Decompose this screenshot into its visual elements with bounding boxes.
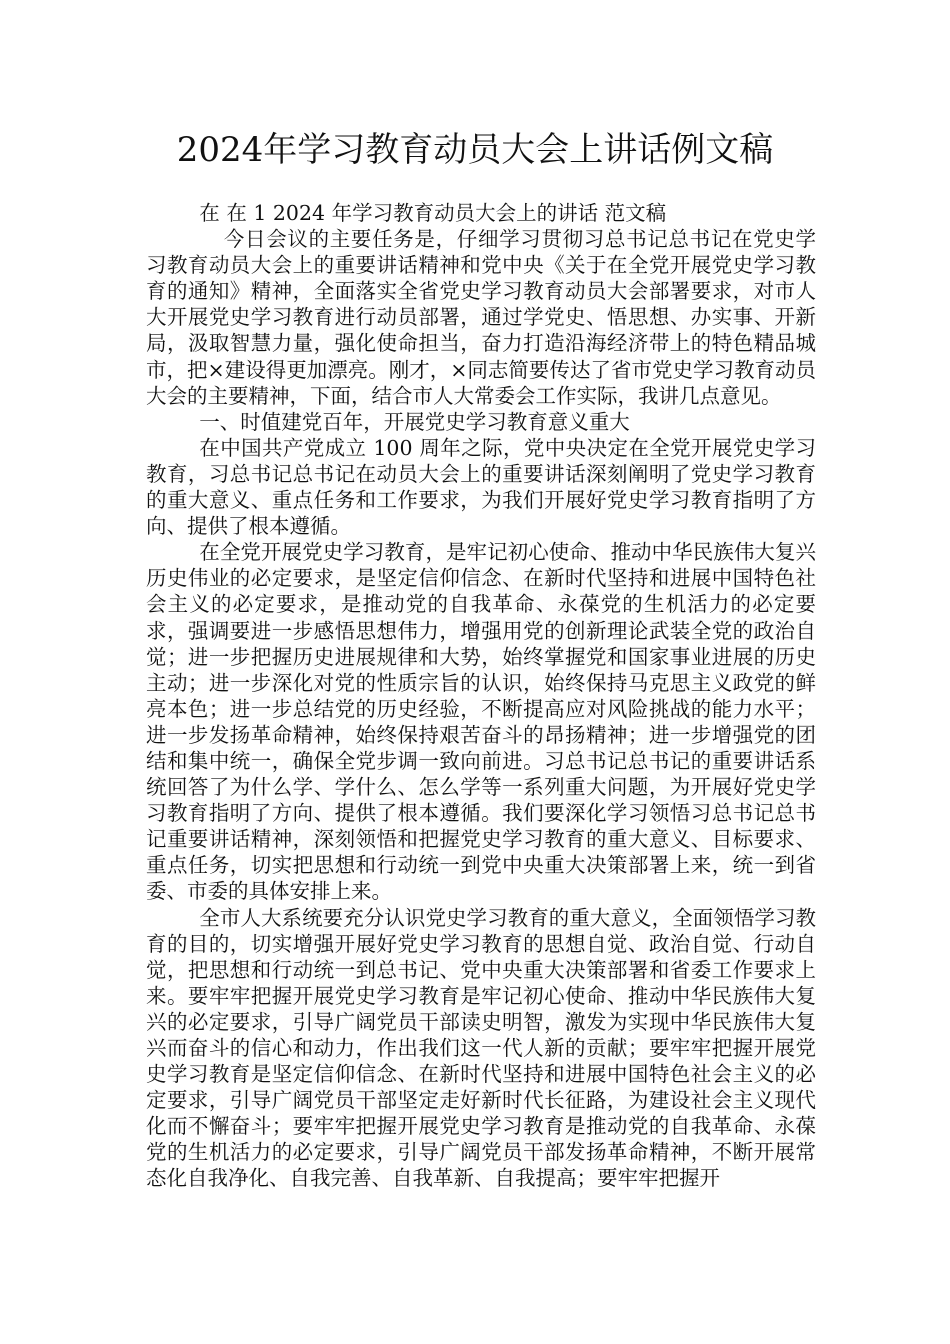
paragraph-intro: 今日会议的主要任务是，仔细学习贯彻习总书记总书记在党史学习教育动员大会上的重要讲话精神和党中央《关于在全党开展党史学习教育的通知》精神，全面落实全省党史学习教育动员大会部署要求，对市人大开展党史学习教育进行动员部署，通过学党史、悟思想、办实事、开新局，汲取智慧力量，强化使命担当，奋力打造沿海经济带上的特色精品城市，把×建设得更加漂亮。刚才，×同志简要传达了省市党史学习教育动员大会的主要精神，下面，结合市人大常委会工作实际，我讲几点意见。: [146, 227, 816, 408]
paragraph: 全市人大系统要充分认识党史学习教育的重大意义，全面领悟学习教育的目的，切实增强开展好党史学习教育的思想自觉、政治自觉、行动自觉，把思想和行动统一到总书记、党中央重大决策部署和省委工作要求上来。要牢牢把握开展党史学习教育是牢记初心使命、推动中华民族伟大复兴的必定要求，引导广阔党员干部读史明智，激发为实现中华民族伟大复兴而奋斗的信心和动力，作出我们这一代人新的贡献；要牢牢把握开展党史学习教育是坚定信仰信念、在新时代坚持和进展中国特色社会主义的必定要求，引导广阔党员干部坚定走好新时代长征路，为建设社会主义现代化而不懈奋斗；要牢牢把握开展党史学习教育是推动党的自我革命、永葆党的生机活力的必定要求，引导广阔党员干部发扬革命精神，不断开展常态化自我净化、自我完善、自我革新、自我提高；要牢牢把握开: [146, 905, 816, 1191]
paragraph: 在中国共产党成立 100 周年之际，党中央决定在全党开展党史学习教育，习总书记总书记在动员大会上的重要讲话深刻阐明了党史学习教育的重大意义、重点任务和工作要求，为我们开展好党史学习教育指明了方向、提供了根本遵循。: [146, 435, 816, 539]
paragraph: 在全党开展党史学习教育，是牢记初心使命、推动中华民族伟大复兴历史伟业的必定要求，是坚定信仰信念、在新时代坚持和进展中国特色社会主义的必定要求，是推动党的自我革命、永葆党的生机活力的必定要求，强调要进一步感悟思想伟力，增强用党的创新理论武装全党的政治自觉；进一步把握历史进展规律和大势，始终掌握党和国家事业进展的历史主动；进一步深化对党的性质宗旨的认识，始终保持马克思主义政党的鲜亮本色；进一步总结党的历史经验，不断提高应对风险挑战的能力水平；进一步发扬革命精神，始终保持艰苦奋斗的昂扬精神；进一步增强党的团结和集中统一，确保全党步调一致向前进。习总书记总书记的重要讲话系统回答了为什么学、学什么、怎么学等一系列重大问题，为开展好党史学习教育指明了方向、提供了根本遵循。我们要深化学习领悟习总书记总书记重要讲话精神，深刻领悟和把握党史学习教育的重大意义、目标要求、重点任务，切实把思想和行动统一到党中央重大决策部署上来，统一到省委、市委的具体安排上来。: [146, 540, 816, 904]
section-heading-1: 一、时值建党百年，开展党史学习教育意义重大: [199, 409, 630, 434]
document-body: [146, 200, 816, 1192]
document-subtitle: 在 在 1 2024 年学习教育动员大会上的讲话 范文稿: [199, 201, 667, 225]
document-title: 2024年学习教育动员大会上讲话例文稿: [176, 130, 774, 170]
